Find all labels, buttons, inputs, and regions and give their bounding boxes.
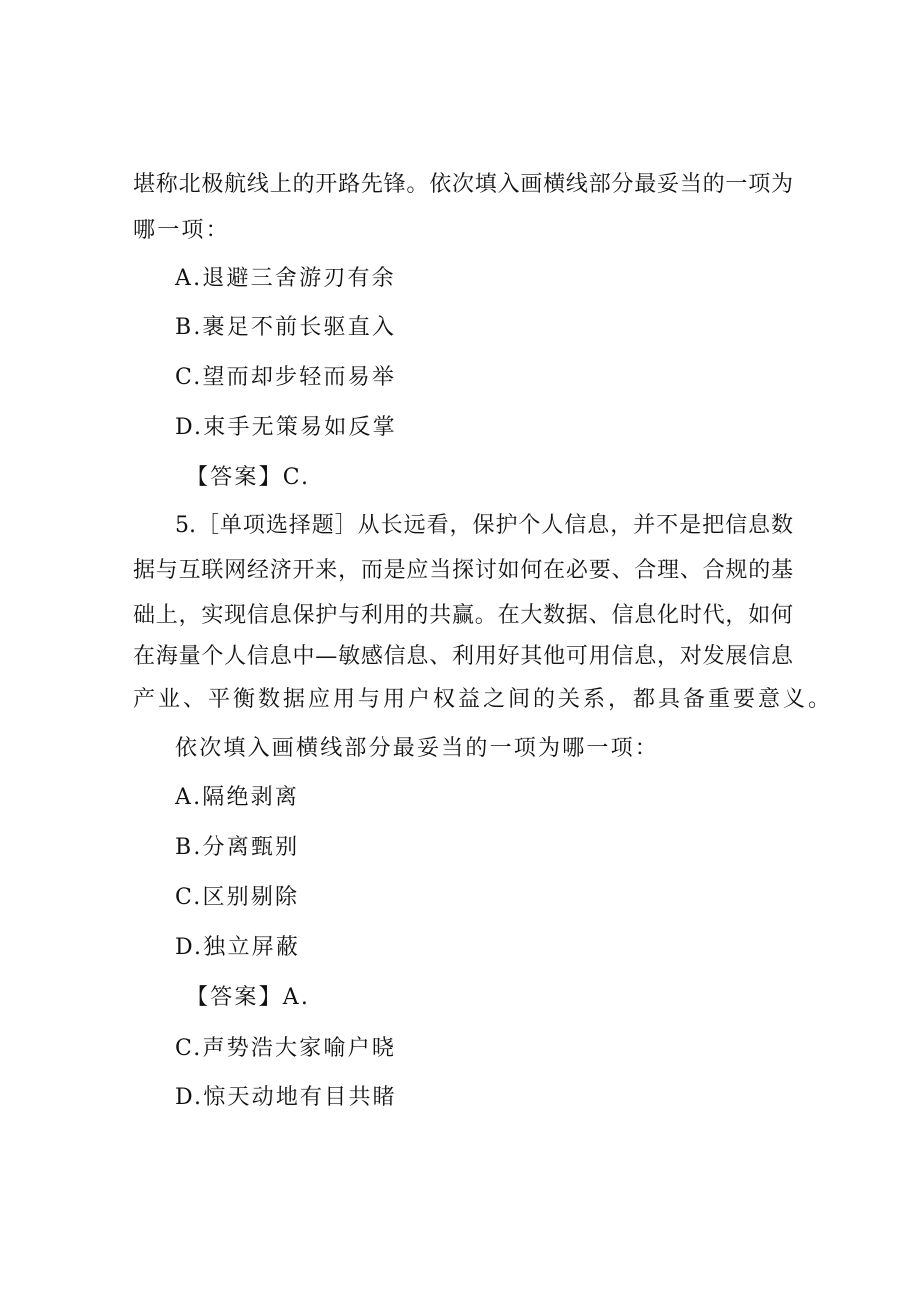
q5-stem-line-4: 在海量个人信息中—敏感信息、利用好其他可用信息，对发展信息 (133, 644, 793, 669)
q5-option-b: B.分离甄别 (175, 835, 300, 860)
q5-answer: 【答案】A. (186, 985, 311, 1010)
q4-stem-line-2: 哪一项： (133, 218, 230, 243)
q5-option-a: A.隔绝剥离 (175, 785, 300, 810)
q5-question: 依次填入画横线部分最妥当的一项为哪一项： (175, 736, 660, 761)
extra-option-d: D.惊天动地有目共睹 (175, 1085, 397, 1110)
q5-stem-line-3: 础上，实现信息保护与利用的共赢。在大数据、信息化时代，如何 (133, 603, 793, 628)
q5-stem-line-5: 产业、平衡数据应用与用户权益之间的关系，都具备重要意义。 (133, 687, 834, 712)
q5-stem-line-2: 据与互联网经济开来，而是应当探讨如何在必要、合理、合规的基 (133, 558, 793, 583)
q4-option-b: B.裹足不前长驱直入 (175, 315, 397, 340)
q5-stem-line-1: 5.［单项选择题］从长远看，保护个人信息，并不是把信息数 (175, 513, 793, 538)
q4-answer: 【答案】C. (186, 465, 311, 490)
q5-option-c: C.区别剔除 (175, 885, 300, 910)
q4-stem-line-1: 堪称北极航线上的开路先锋。依次填入画横线部分最妥当的一项为 (133, 172, 793, 197)
q4-option-a: A.退避三舍游刃有余 (175, 266, 396, 291)
extra-option-c: C.声势浩大家喻户晓 (175, 1036, 397, 1061)
q4-option-c: C.望而却步轻而易举 (175, 365, 397, 390)
q4-option-d: D.束手无策易如反掌 (175, 415, 397, 440)
q5-option-d: D.独立屏蔽 (175, 935, 301, 960)
